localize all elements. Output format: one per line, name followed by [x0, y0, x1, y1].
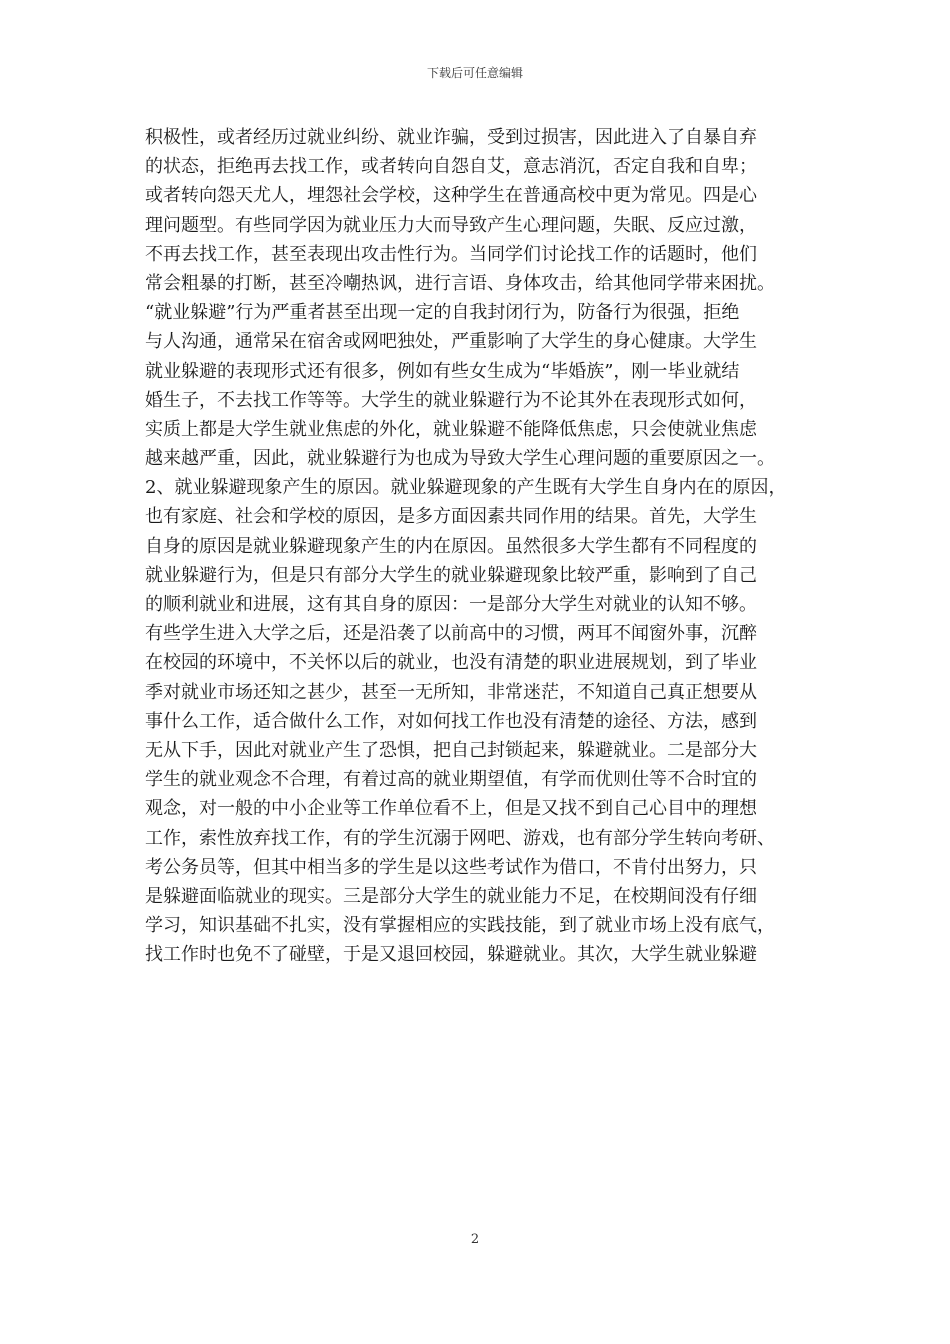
text-line: 常会粗暴的打断，甚至冷嘲热讽，进行言语、身体攻击，给其他同学带来困扰。	[145, 272, 775, 294]
text-line: 观念，对一般的中小企业等工作单位看不上，但是又找不到自己心目中的理想	[145, 798, 757, 820]
page-number: 2	[470, 1232, 480, 1247]
text-line: 的状态，拒绝再去找工作，或者转向自怨自艾，意志消沉，否定自我和自卑；	[145, 156, 757, 178]
text-line: “就业躲避”行为严重者甚至出现一定的自我封闭行为，防备行为很强，拒绝	[145, 302, 740, 324]
text-line: 找工作时也免不了碰壁，于是又退回校园，躲避就业。其次，大学生就业躲避	[145, 944, 757, 966]
text-line: 无从下手，因此对就业产生了恐惧，把自己封锁起来，躲避就业。二是部分大	[145, 739, 757, 761]
text-line: 就业躲避行为，但是只有部分大学生的就业躲避现象比较严重，影响到了自己	[145, 564, 757, 586]
text-line: 与人沟通，通常呆在宿舍或网吧独处，严重影响了大学生的身心健康。大学生	[145, 331, 757, 353]
text-line: 婚生子，不去找工作等等。大学生的就业躲避行为不论其外在表现形式如何，	[145, 389, 757, 411]
text-line: 工作，索性放弃找工作，有的学生沉溺于网吧、游戏，也有部分学生转向考研、	[145, 827, 775, 849]
text-line: 也有家庭、社会和学校的原因，是多方面因素共同作用的结果。首先，大学生	[145, 506, 757, 528]
text-line: 在校园的环境中，不关怀以后的就业，也没有清楚的职业进展规划，到了毕业	[145, 652, 757, 674]
text-line: 事什么工作，适合做什么工作，对如何找工作也没有清楚的途径、方法，感到	[145, 710, 757, 732]
text-line: 有些学生进入大学之后，还是沿袭了以前高中的习惯，两耳不闻窗外事，沉醉	[145, 623, 757, 645]
page-header: 下载后可任意编辑	[426, 66, 523, 80]
text-line: 自身的原因是就业躲避现象产生的内在原因。虽然很多大学生都有不同程度的	[145, 535, 757, 557]
text-line: 学生的就业观念不合理，有着过高的就业期望值，有学而优则仕等不合时宜的	[145, 769, 757, 791]
text-line: 就业躲避的表现形式还有很多，例如有些女生成为“毕婚族”，刚一毕业就结	[145, 360, 740, 382]
text-line: 2、就业躲避现象产生的原因。就业躲避现象的产生既有大学生自身内在的原因，	[145, 477, 787, 499]
text-line: 的顺利就业和进展，这有其自身的原因：一是部分大学生对就业的认知不够。	[145, 594, 757, 615]
text-line: 理问题型。有些同学因为就业压力大而导致产生心理问题，失眠、反应过激，	[145, 214, 757, 236]
text-line: 是躲避面临就业的现实。三是部分大学生的就业能力不足，在校期间没有仔细	[145, 885, 757, 907]
text-line: 季对就业市场还知之甚少，甚至一无所知，非常迷茫，不知道自己真正想要从	[145, 681, 757, 703]
text-line: 实质上都是大学生就业焦虑的外化，就业躲避不能降低焦虑，只会使就业焦虑	[145, 418, 757, 440]
text-line: 越来越严重，因此，就业躲避行为也成为导致大学生心理问题的重要原因之一。	[145, 448, 775, 470]
text-line: 不再去找工作，甚至表现出攻击性行为。当同学们讨论找工作的话题时，他们	[145, 243, 757, 265]
text-line: 考公务员等，但其中相当多的学生是以这些考试作为借口，不肯付出努力，只	[145, 856, 757, 878]
body-text	[145, 123, 825, 969]
text-line: 或者转向怨天尤人，埋怨社会学校，这种学生在普通高校中更为常见。四是心	[145, 185, 757, 207]
text-line: 积极性，或者经历过就业纠纷、就业诈骗，受到过损害，因此进入了自暴自弃	[145, 127, 757, 148]
text-line: 学习，知识基础不扎实，没有掌握相应的实践技能，到了就业市场上没有底气，	[145, 915, 775, 937]
